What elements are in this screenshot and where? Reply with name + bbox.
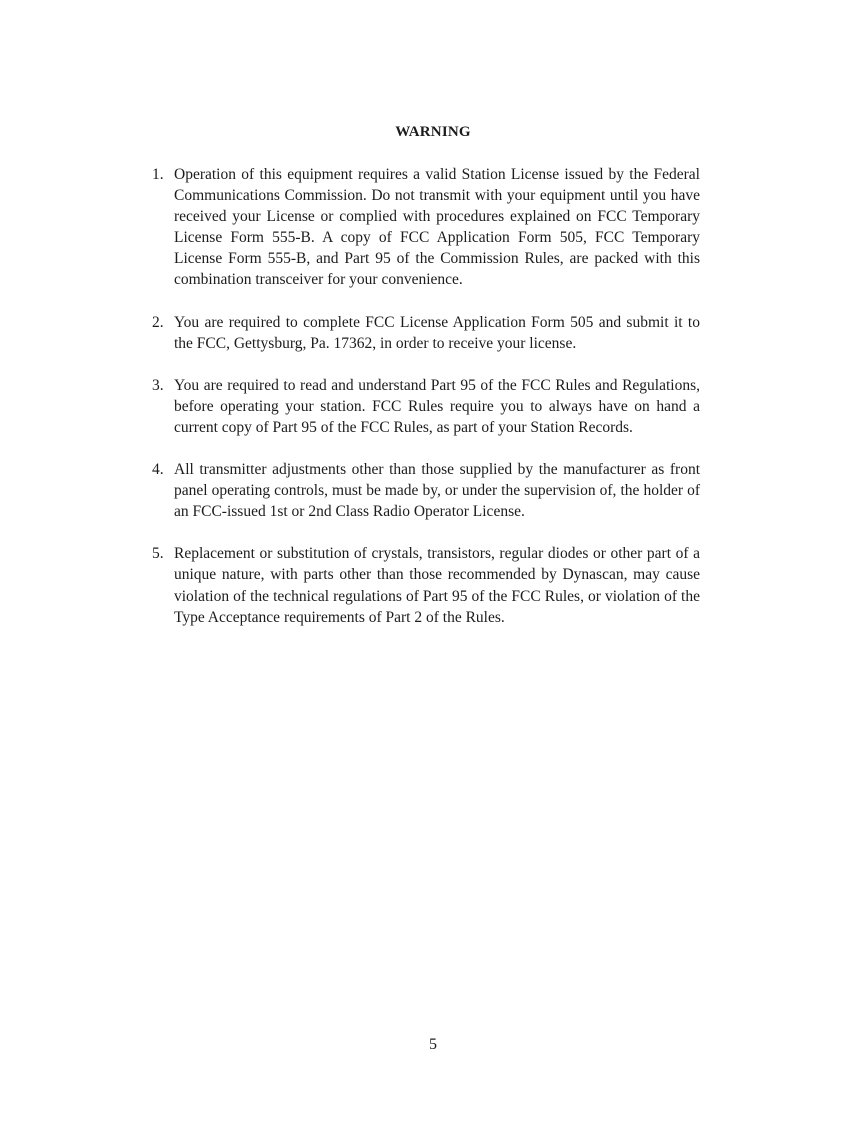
item-text: All transmitter adjustments other than those supplied by the manufacturer as front panel operating controls, must be made by, or under the supervision of, the holder of an FCC-issued 1st or 2nd Class Radio Operator License. [174,461,700,521]
warning-list [152,164,700,649]
warning-item-4 [152,459,700,522]
item-number: 2. [152,313,164,331]
item-number: 4. [152,461,164,479]
item-number: 5. [152,545,164,563]
warning-item-3 [152,375,700,438]
item-text: You are required to complete FCC License Application Form 505 and submit it to the FCC, Gettysburg, Pa. 17362, in order to receive your license. [174,313,700,352]
page-title: WARNING [395,124,471,140]
item-text: Operation of this equipment requires a valid Station License issued by the Federal Communications Commission. Do not transmit with your equipment until you have received your License or complied with procedures explained on FCC Temporary License Form 555-B. A copy of FCC Application Form 505, FCC Temporary License Form 555-B, and Part 95 of the Commission Rules, are packed with this combination transceiver for your convenience. [174,166,700,289]
warning-item-5 [152,543,700,627]
item-text: Replacement or substitution of crystals, transistors, regular diodes or other part of a unique nature, with parts other than those recommended by Dynascan, may cause violation of the technical regulations of Part 95 of the FCC Rules, or violation of the Type Acceptance requirements of Part 2 of the Rules. [174,545,700,626]
item-number: 1. [152,166,164,183]
item-number: 3. [152,376,164,394]
warning-item-2 [152,312,700,354]
item-text: You are required to read and understand Part 95 of the FCC Rules and Regulations, before operating your station. FCC Rules require you to always have on hand a current copy of Part 95 of the FCC Rules, as part of your Station Records. [174,376,700,436]
warning-item-1 [152,164,700,291]
page-number: 5 [429,1036,437,1053]
